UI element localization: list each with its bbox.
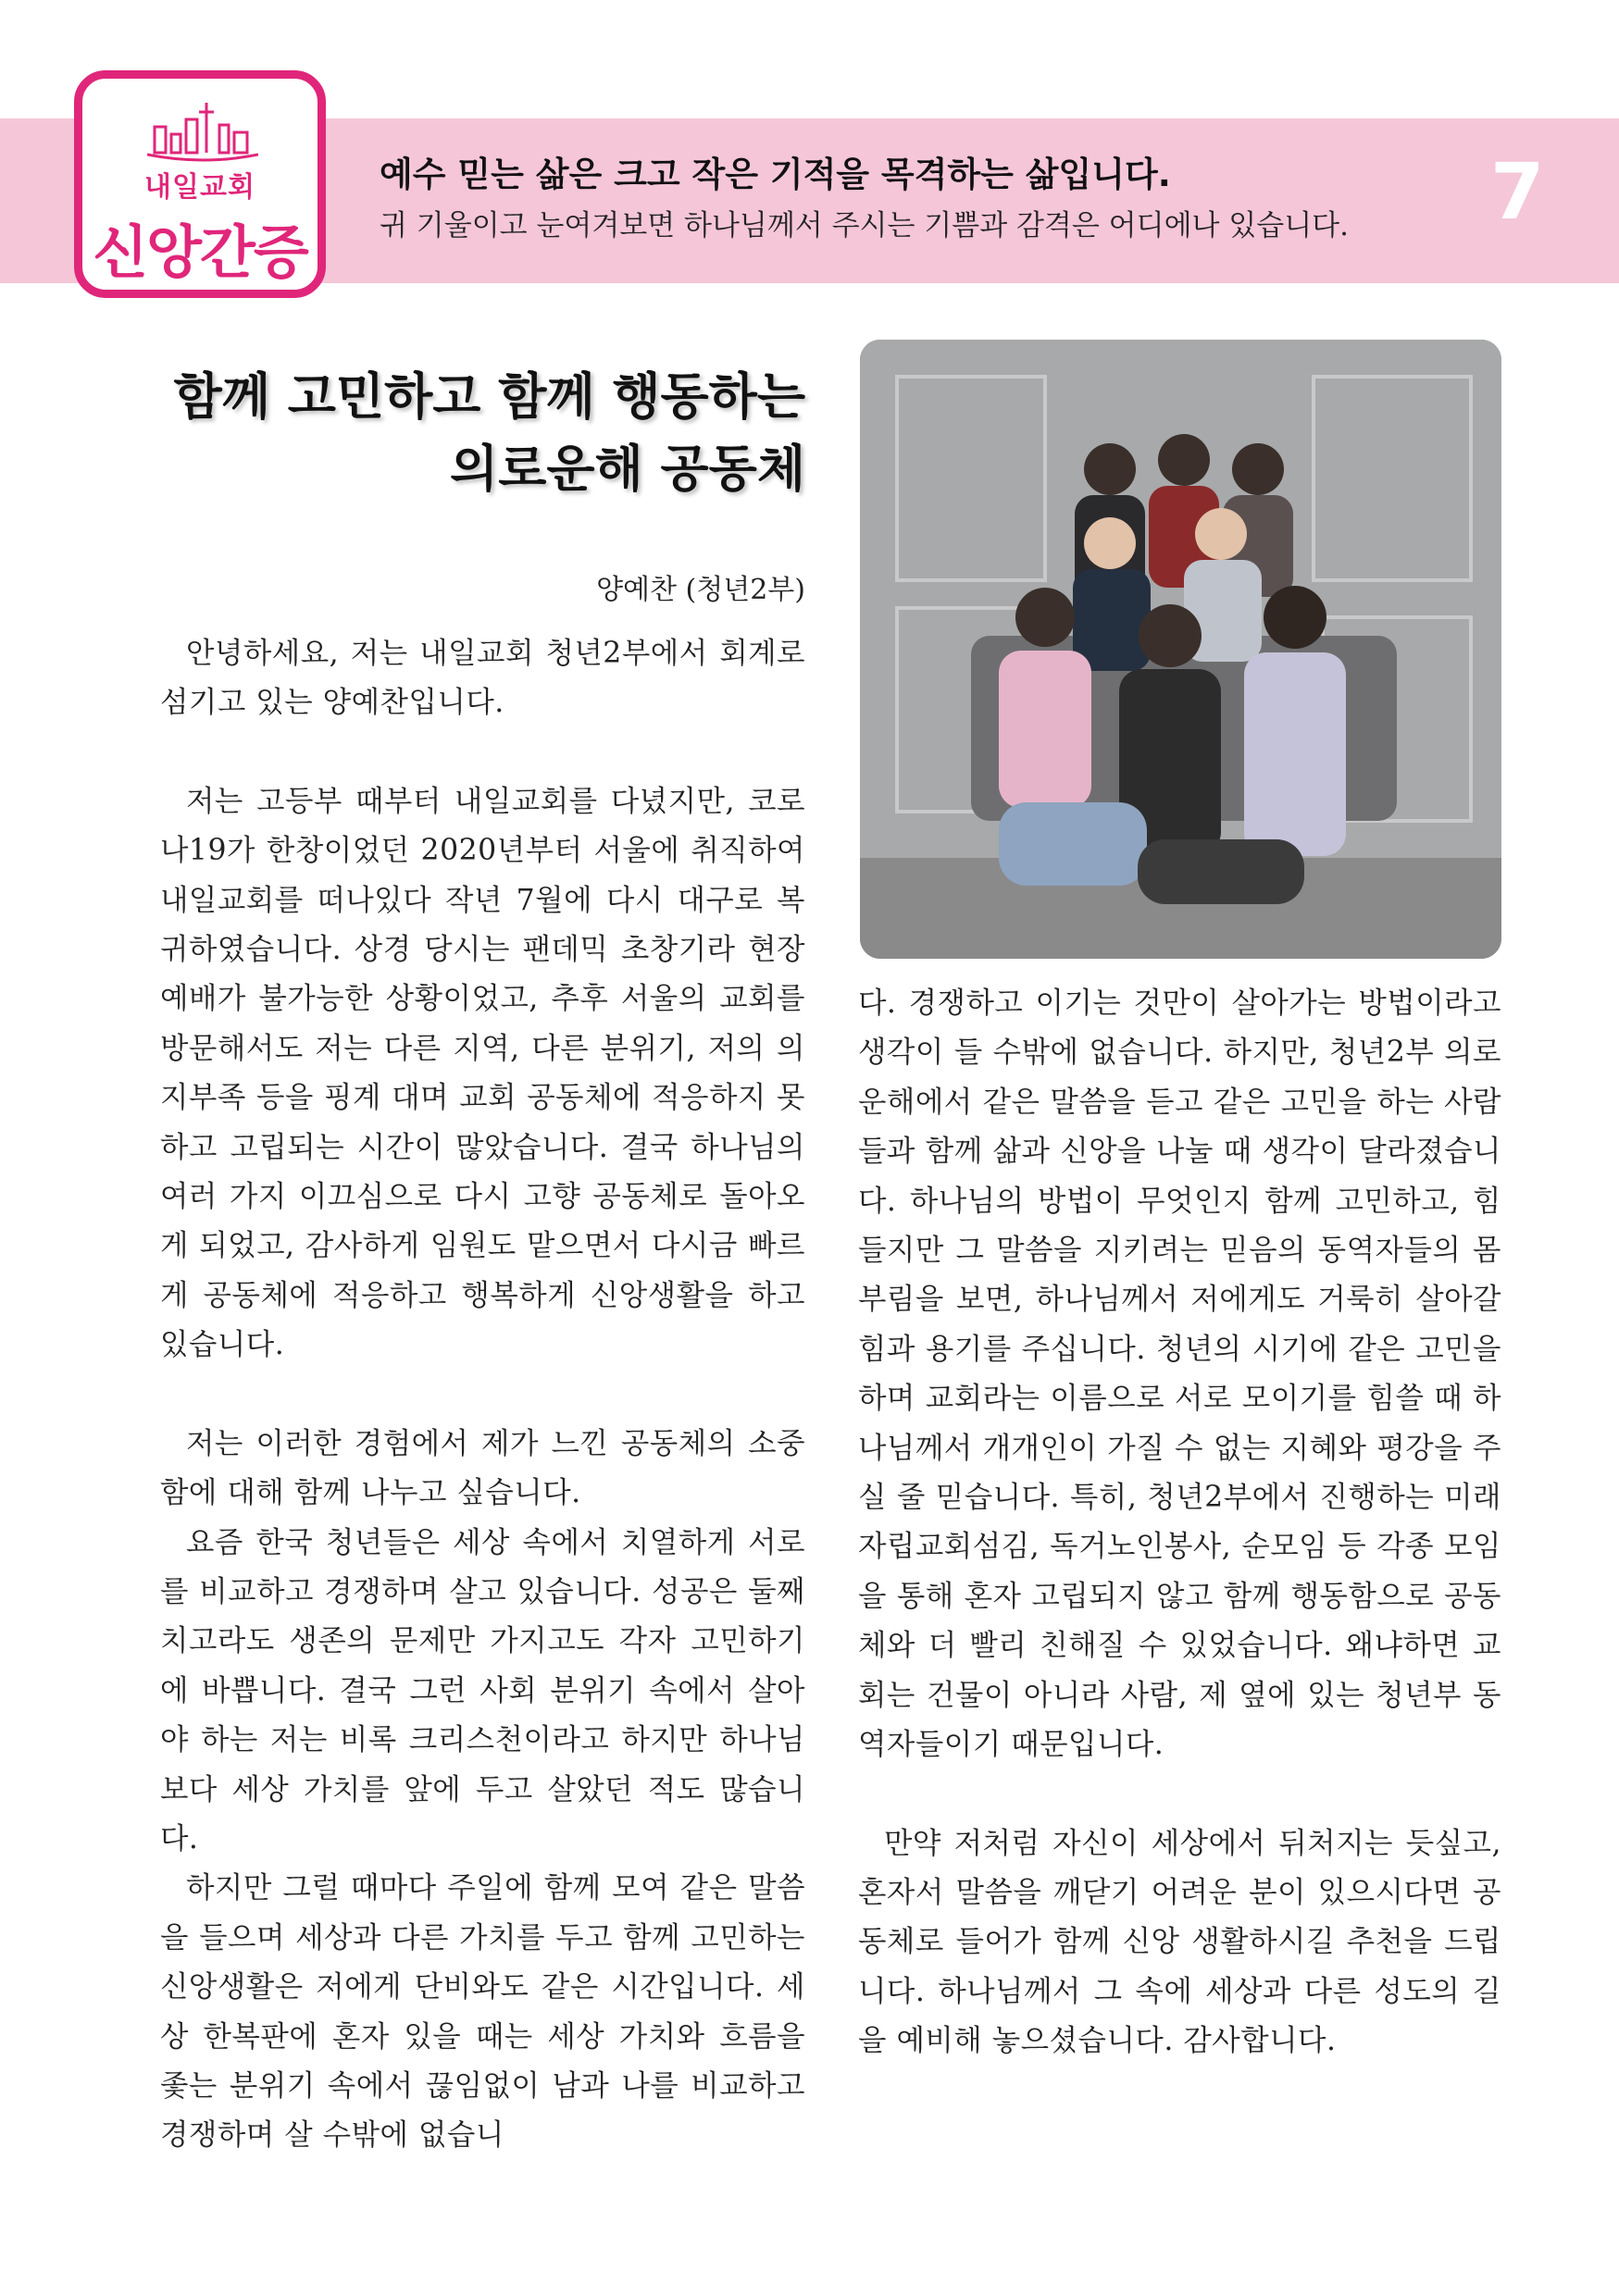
article-title-line2: 의로운해 공동체 xyxy=(450,440,805,498)
header-headline: 예수 믿는 삶은 크고 작은 기적을 목격하는 삶입니다. xyxy=(380,155,1171,194)
paragraph: 만약 저처럼 자신이 세상에서 뒤처지는 듯싶고, 혼자서 말씀을 깨닫기 어려운 분이 있으시다면 공동체로 들어가 함께 신앙 생활하시길 추천을 드립니다. 하나님께서 그 속에 세상과 다른 성도의 길을 예비해 놓으셨습니다. 감사합니다. xyxy=(858,1826,1501,2058)
header-subline: 귀 기울이고 눈여겨보면 하나님께서 주시는 기쁨과 감격은 어디에나 있습니다. xyxy=(380,209,1349,242)
article-author: 양예찬 (청년2부) xyxy=(596,574,805,606)
paragraph: 안녕하세요, 저는 내일교회 청년2부에서 회계로 섬기고 있는 양예찬입니다. xyxy=(160,637,805,720)
group-photo xyxy=(860,340,1501,959)
section-logo xyxy=(74,70,326,298)
logo-church-name: 내일교회 xyxy=(144,171,255,204)
article-column-right xyxy=(858,979,1501,2066)
paragraph: 하지만 그럴 때마다 주일에 함께 모여 같은 말씀을 들으며 세상과 다른 가치를 두고 함께 고민하는 신앙생활은 저에게 단비와도 같은 시간입니다. 세상 한복판에 혼자 있을 때는 세상 가치와 흐름을 좇는 분위기 속에서 끊임없이 남과 나를 비교하고 경쟁하며 살 수밖에 없습니 xyxy=(160,1871,805,2153)
article-column-left xyxy=(160,629,805,2161)
article-title xyxy=(102,361,805,505)
group-photo-illustration xyxy=(860,340,1501,959)
paragraph: 저는 이러한 경험에서 제가 느낀 공동체의 소중함에 대해 함께 나누고 싶습니다. xyxy=(160,1426,805,1510)
page-number: 7 xyxy=(1490,146,1545,237)
section-label: 신앙간증 xyxy=(93,218,307,286)
paragraph: 저는 고등부 때부터 내일교회를 다녔지만, 코로나19가 한창이었던 2020년부터 서울에 취직하여 내일교회를 떠나있다 작년 7월에 다시 대구로 복귀하였습니다. 상경 당시는 팬데믹 초창기라 현장 예배가 불가능한 상황이었고, 추후 서울의 교회를 방문해서도 저는 다른 지역, 다른 분위기, 저의 의지부족 등을 핑계 대며 교회 공동체에 적응하지 못하고 고립되는 시간이 많았습니다. 결국 하나님의 여러 가지 이끄심으로 다시 고향 공동체로 돌아오게 되었고, 감사하게 임원도 맡으면서 다시금 빠르게 공동체에 적응하고 행복하게 신앙생활을 하고 있습니다. xyxy=(160,784,805,1362)
paragraph: 요즘 한국 청년들은 세상 속에서 치열하게 서로를 비교하고 경쟁하며 살고 있습니다. 성공은 둘째치고라도 생존의 문제만 가지고도 각자 고민하기에 바쁩니다. 결국 그런 사회 분위기 속에서 살아야 하는 저는 비록 크리스천이라고 하지만 하나님보다 세상 가치를 앞에 두고 살았던 적도 많습니다. xyxy=(160,1525,805,1855)
paragraph: 다. 경쟁하고 이기는 것만이 살아가는 방법이라고 생각이 들 수밖에 없습니다. 하지만, 청년2부 의로운해에서 같은 말씀을 듣고 같은 고민을 하는 사람들과 함께 삶과 신앙을 나눌 때 생각이 달라졌습니다. 하나님의 방법이 무엇인지 함께 고민하고, 힘들지만 그 말씀을 지키려는 믿음의 동역자들의 몸부림을 보면, 하나님께서 저에게도 거룩히 살아갈 힘과 용기를 주십니다. 청년의 시기에 같은 고민을 하며 교회라는 이름으로 서로 모이기를 힘쓸 때 하나님께서 개개인이 가질 수 없는 지혜와 평강을 주실 줄 믿습니다. 특히, 청년2부에서 진행하는 미래자립교회섬김, 독거노인봉사, 순모임 등 각종 모임을 통해 혼자 고립되지 않고 함께 행동함으로 공동체와 더 빨리 친해질 수 있었습니다. 왜냐하면 교회는 건물이 아니라 사람, 제 옆에 있는 청년부 동역자들이기 때문입니다. xyxy=(858,987,1501,1762)
article-title-line1: 함께 고민하고 함께 행동하는 xyxy=(173,367,805,426)
church-skyline-icon xyxy=(147,99,258,164)
